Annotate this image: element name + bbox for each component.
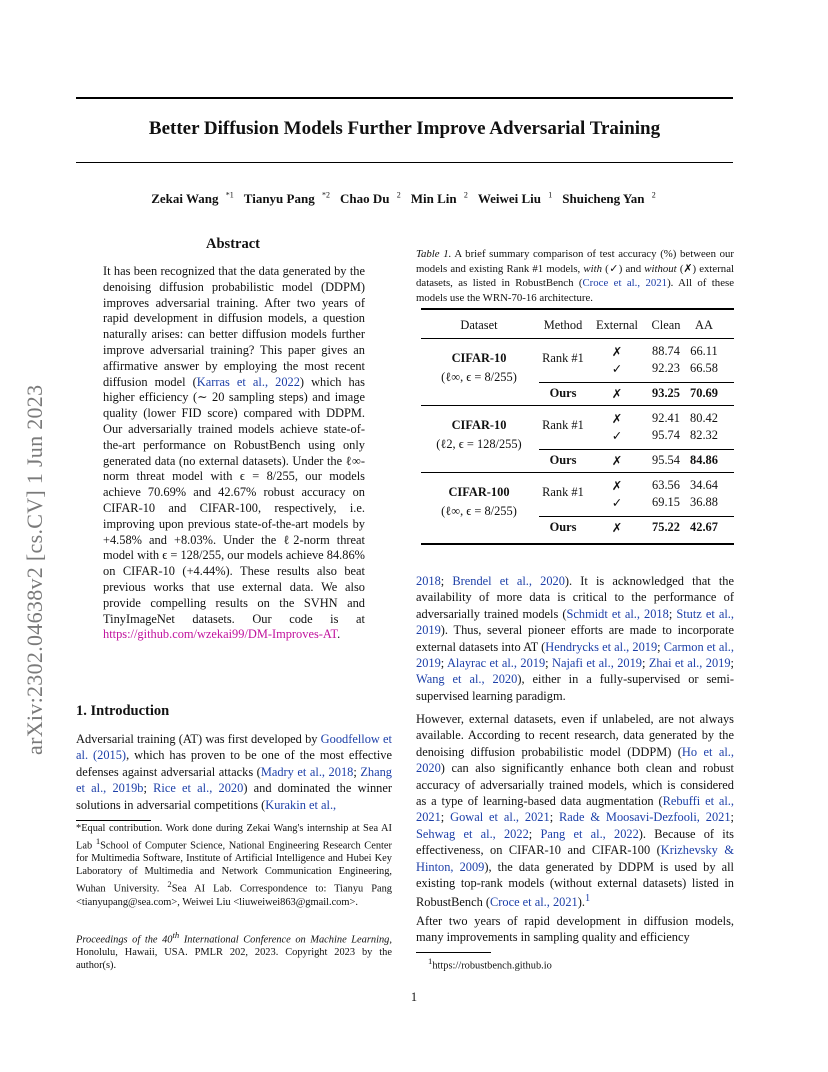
- text-part: ). Because of its effectiveness, on CIFAR-10 and CIFAR-100 (: [416, 826, 734, 858]
- citation-link[interactable]: Zhai et al., 2019: [648, 656, 731, 671]
- author-name: Chao Du: [339, 191, 390, 207]
- citation-link[interactable]: Gowal et al., 2021: [450, 810, 550, 825]
- external-mark: ✗: [611, 345, 623, 359]
- citation-link[interactable]: Croce et al., 2021: [490, 895, 578, 910]
- author-name: Weiwei Liu: [477, 191, 542, 207]
- external-mark: ✗: [611, 387, 623, 401]
- clean-acc: 88.74: [652, 344, 680, 358]
- text-part: ). Thus, several pioneer efforts are made to incorporate external datasets into AT (: [416, 623, 734, 654]
- clean-acc: 95.54: [652, 453, 680, 467]
- text-part: ;: [143, 781, 154, 796]
- title-bottom-rule: [76, 162, 733, 163]
- clean-acc: 69.15: [652, 495, 680, 509]
- text-part: ).: [577, 895, 585, 910]
- caption-part: A brief summary comparison of test accuracy (%) between our models and existing Rank #1 models,: [416, 248, 734, 275]
- table-header-cell: Method: [543, 318, 583, 332]
- table-header-cell: External: [596, 318, 638, 332]
- text-part: ;: [353, 764, 361, 779]
- clean-acc: 63.56: [652, 478, 680, 492]
- citation-link[interactable]: Alayrac et al., 2019: [446, 656, 546, 671]
- proceedings-italic: International Conference on Machine Learning: [179, 934, 390, 946]
- method-name: Rank #1: [542, 485, 584, 499]
- method-name: Ours: [549, 520, 577, 534]
- footnote-sup: 1: [95, 836, 101, 846]
- text-part: ;: [730, 810, 734, 825]
- table-header-cell: Clean: [651, 318, 681, 332]
- citation-link[interactable]: 2018: [416, 574, 441, 588]
- citation-link[interactable]: Stutz et al., 2019: [416, 606, 734, 638]
- footnote-sup: 1: [428, 956, 433, 966]
- method-name: Rank #1: [542, 351, 584, 365]
- text-part: ). It is acknowledged that the availability of more data is critical to the performance of adversarially trained models (: [416, 574, 734, 621]
- caption-part: ). All of these models use the WRN-70-16 architecture.: [416, 277, 734, 304]
- dataset-name: CIFAR-10: [451, 351, 507, 365]
- author-name: Zekai Wang: [151, 191, 219, 207]
- author-list: [76, 191, 733, 207]
- threat-setting: (ℓ∞, ϵ = 8/255): [441, 504, 517, 518]
- caption-part: (✗) external datasets, as listed in RobustBench (: [416, 262, 734, 290]
- aa-acc: 36.88: [690, 495, 718, 509]
- intro-paragraph: [76, 731, 392, 813]
- aa-acc: 80.42: [690, 411, 718, 425]
- aa-acc: 66.11: [690, 344, 718, 358]
- top-rule: [76, 97, 733, 99]
- code-url-link[interactable]: https://github.com/wzekai99/DM-Improves-AT: [103, 627, 338, 642]
- clean-acc: 95.74: [652, 428, 680, 442]
- external-mark: ✗: [611, 412, 623, 426]
- right-paragraph: [416, 711, 734, 911]
- author: [147, 191, 234, 206]
- threat-setting: (ℓ2, ϵ = 128/255): [436, 437, 522, 451]
- table-rule: [539, 449, 734, 450]
- citation-link[interactable]: Madry et al., 2018: [260, 764, 354, 779]
- author-affiliation: 1: [548, 191, 553, 200]
- citation-link[interactable]: Kurakin et al.,: [265, 797, 337, 812]
- author-affiliation: 2: [396, 191, 401, 200]
- page-number: 1: [410, 990, 418, 1004]
- table-rule: [539, 516, 734, 517]
- author-affiliation: 2: [463, 191, 468, 200]
- caption-label: Table 1.: [416, 248, 452, 260]
- citation-link[interactable]: Pang et al., 2022: [540, 826, 639, 841]
- abstract-text-part: ) which has higher efficiency (∼ 20 sampling steps) and image quality (lower FID score) compared with DDPM. Our adversarially trained models achieve state-of-the-art performance on RobustBench using only generated data (no external datasets). Under the ℓ∞-norm threat model with ϵ = 8/255, our models achieve 70.69% and 42.67% robust accuracy on CIFAR-10 and CIFAR-100, respectively, i.e. improving upon previous state-of-the-art models by +4.58% and +8.03%. Under the ℓ2-norm threat model with ϵ = 128/255, our models achieve 84.86% on CIFAR-10 (+4.44%). These results also beat previous works that use external data. We also provide compelling results on the SVHN and TinyImageNet datasets. Our code is at: [103, 374, 365, 626]
- aa-acc: 70.69: [690, 386, 718, 400]
- table-rule: [421, 405, 734, 406]
- table-caption: [416, 247, 734, 305]
- text-part: ;: [440, 574, 453, 588]
- table-rule: [421, 338, 734, 339]
- citation-link[interactable]: Hendrycks et al., 2019: [545, 639, 658, 654]
- citation-link[interactable]: Sehwag et al., 2022: [416, 826, 529, 841]
- text-part: ;: [641, 656, 649, 671]
- proceedings-ordinal-sup: th: [172, 930, 180, 940]
- table-rule: [421, 308, 734, 310]
- author: [407, 191, 468, 206]
- dataset-name: CIFAR-10: [451, 418, 507, 432]
- caption-part: (✓) and: [602, 262, 645, 275]
- footnote-text-part: *Equal contribution. Work done during Zekai Wang's internship at Sea AI Lab: [76, 823, 392, 852]
- clean-acc: 92.23: [652, 361, 680, 375]
- clean-acc: 93.25: [652, 386, 680, 400]
- text-part: ;: [528, 826, 541, 841]
- text-part: ;: [440, 656, 447, 671]
- citation-link[interactable]: Krizhevsky & Hinton, 2009: [416, 843, 734, 874]
- citation-link[interactable]: Rice et al., 2020: [153, 781, 244, 796]
- clean-acc: 75.22: [652, 520, 680, 534]
- aa-acc: 42.67: [690, 520, 718, 534]
- table-rule: [421, 472, 734, 473]
- citation-link[interactable]: Zhang et al., 2019b: [76, 764, 392, 796]
- citation-link[interactable]: Wang et al., 2020: [416, 672, 518, 687]
- caption-part: with: [583, 262, 603, 275]
- footnote-sup: 2: [167, 879, 172, 890]
- external-mark: ✓: [611, 362, 623, 376]
- citation-link[interactable]: Ho et al., 2020: [416, 744, 734, 776]
- right-paragraph: [416, 573, 734, 704]
- external-mark: ✓: [611, 496, 623, 510]
- aa-acc: 84.86: [690, 453, 718, 467]
- arxiv-id: arXiv:2302.04638v2 [cs.CV] 1 Jun 2023: [22, 384, 47, 755]
- citation-link[interactable]: Rade & Moosavi-Dezfooli, 2021: [559, 810, 731, 825]
- table-header-cell: Dataset: [460, 318, 498, 332]
- author-affiliation: *2: [321, 191, 330, 200]
- text-part: ;: [545, 656, 552, 671]
- proceedings-note: [76, 929, 392, 972]
- author-affiliation: *1: [225, 191, 234, 200]
- clean-acc: 92.41: [652, 411, 680, 425]
- text-part: ;: [668, 606, 677, 621]
- footnote-rule: [416, 952, 491, 953]
- paper-title: Better Diffusion Models Further Improve Adversarial Training: [148, 118, 661, 139]
- author-affiliation: 2: [651, 191, 656, 200]
- dataset-name: CIFAR-100: [448, 485, 510, 499]
- method-name: Ours: [549, 386, 577, 400]
- text-part: ;: [657, 639, 664, 654]
- author: [336, 191, 401, 206]
- caption-part: without: [644, 262, 677, 275]
- external-mark: ✗: [611, 479, 623, 493]
- author-name: Shuicheng Yan: [562, 191, 645, 207]
- proceedings-italic: Proceedings of the: [76, 934, 163, 946]
- aa-acc: 66.58: [690, 361, 718, 375]
- abstract-text: [103, 264, 365, 643]
- author-name: Tianyu Pang: [243, 191, 315, 207]
- text-part: ) and dominated the winner solutions in adversarial competitions (: [76, 781, 392, 812]
- abstract-text-part: .: [337, 627, 341, 642]
- citation-link[interactable]: Brendel et al., 2020: [452, 574, 565, 588]
- citation-link[interactable]: Schmidt et al., 2018: [566, 606, 669, 621]
- citation-link[interactable]: Carmon et al., 2019: [416, 639, 734, 671]
- text-part: Adversarial training (AT) was first developed by: [76, 732, 321, 746]
- threat-setting: (ℓ∞, ϵ = 8/255): [441, 370, 517, 384]
- text-part: ;: [440, 810, 451, 825]
- aa-acc: 34.64: [690, 478, 718, 492]
- author: [558, 191, 656, 206]
- section-heading-introduction: 1. Introduction: [76, 703, 170, 719]
- external-mark: ✓: [611, 429, 623, 443]
- proceedings-rest: , Honolulu, Hawaii, USA. PMLR 202, 2023. Copyright 2023 by the author(s).: [76, 934, 392, 972]
- table-rule: [539, 382, 734, 383]
- citation-link[interactable]: Croce et al., 2021: [582, 277, 668, 290]
- author: [240, 191, 330, 206]
- abstract-heading: Abstract: [206, 236, 260, 252]
- table-header-cell: AA: [695, 318, 713, 332]
- author-name: Min Lin: [410, 191, 457, 207]
- external-mark: ✗: [611, 521, 623, 535]
- text-part: However, external datasets, even if unlabeled, are not always available. According to recent research, data generated by the denoising diffusion probabilistic model (DDPM) (: [416, 712, 734, 759]
- method-name: Ours: [549, 453, 577, 467]
- citation-link[interactable]: Najafi et al., 2019: [552, 656, 642, 671]
- robustbench-footnote: [428, 956, 552, 971]
- text-part: ), either in a fully-supervised or semi-supervised learning paradigm.: [416, 672, 734, 703]
- text-part: , which has proven to be one of the most effective defenses against adversarial attacks (: [76, 748, 393, 779]
- footnote-text-part: Sea AI Lab. Correspondence to: Tianyu Pang <tianyupang@sea.com>, Weiwei Liu <liuweiwei863@gmail.com>.: [76, 883, 393, 908]
- affiliation-footnote: [76, 822, 392, 909]
- text-part: ;: [730, 656, 734, 671]
- method-name: Rank #1: [542, 418, 584, 432]
- author: [474, 191, 552, 206]
- arxiv-stamp: [22, 295, 52, 755]
- footnote-rule: [76, 820, 151, 821]
- aa-acc: 82.32: [690, 428, 718, 442]
- footnote-text-part: School of Computer Science, National Engineering Research Center for Multimedia Software, Institute of Artificial Intelligence and Hubei Key Laboratory of Multimedia and Network Communication Engineering, Wuhan University.: [76, 840, 392, 895]
- text-part: ) can also significantly enhance both clean and robust accuracy of adversarially trained models, which is considered as a type of learning-based data augmentation (: [416, 761, 734, 809]
- citation-link[interactable]: Karras et al., 2022: [196, 374, 300, 389]
- abstract-text-part: It has been recognized that the data generated by the denoising diffusion probabilistic model (DDPM) improves adversarial training. After two years of rapid development in diffusion models, a question naturally arises: can better diffusion models further improve adversarial training? This paper gives an affirmative answer by employing the most recent diffusion model (: [103, 264, 365, 389]
- external-mark: ✗: [611, 454, 623, 468]
- citation-link[interactable]: Rebuffi et al., 2021: [416, 794, 735, 825]
- proceedings-ordinal: 40: [162, 934, 173, 946]
- text-part: ;: [549, 810, 560, 825]
- footnote-marker[interactable]: 1: [584, 893, 591, 905]
- text-part: ), the data generated by DDPM is used by all existing top-rank models (without external datasets) listed in RobustBench (: [416, 859, 734, 910]
- right-paragraph: After two years of rapid development in diffusion models, many improvements in sampling quality and efficiency: [416, 914, 734, 945]
- table-rule: [421, 543, 734, 545]
- footnote-url: https://robustbench.github.io: [432, 960, 552, 972]
- citation-link[interactable]: Goodfellow et al. (2015): [76, 732, 393, 763]
